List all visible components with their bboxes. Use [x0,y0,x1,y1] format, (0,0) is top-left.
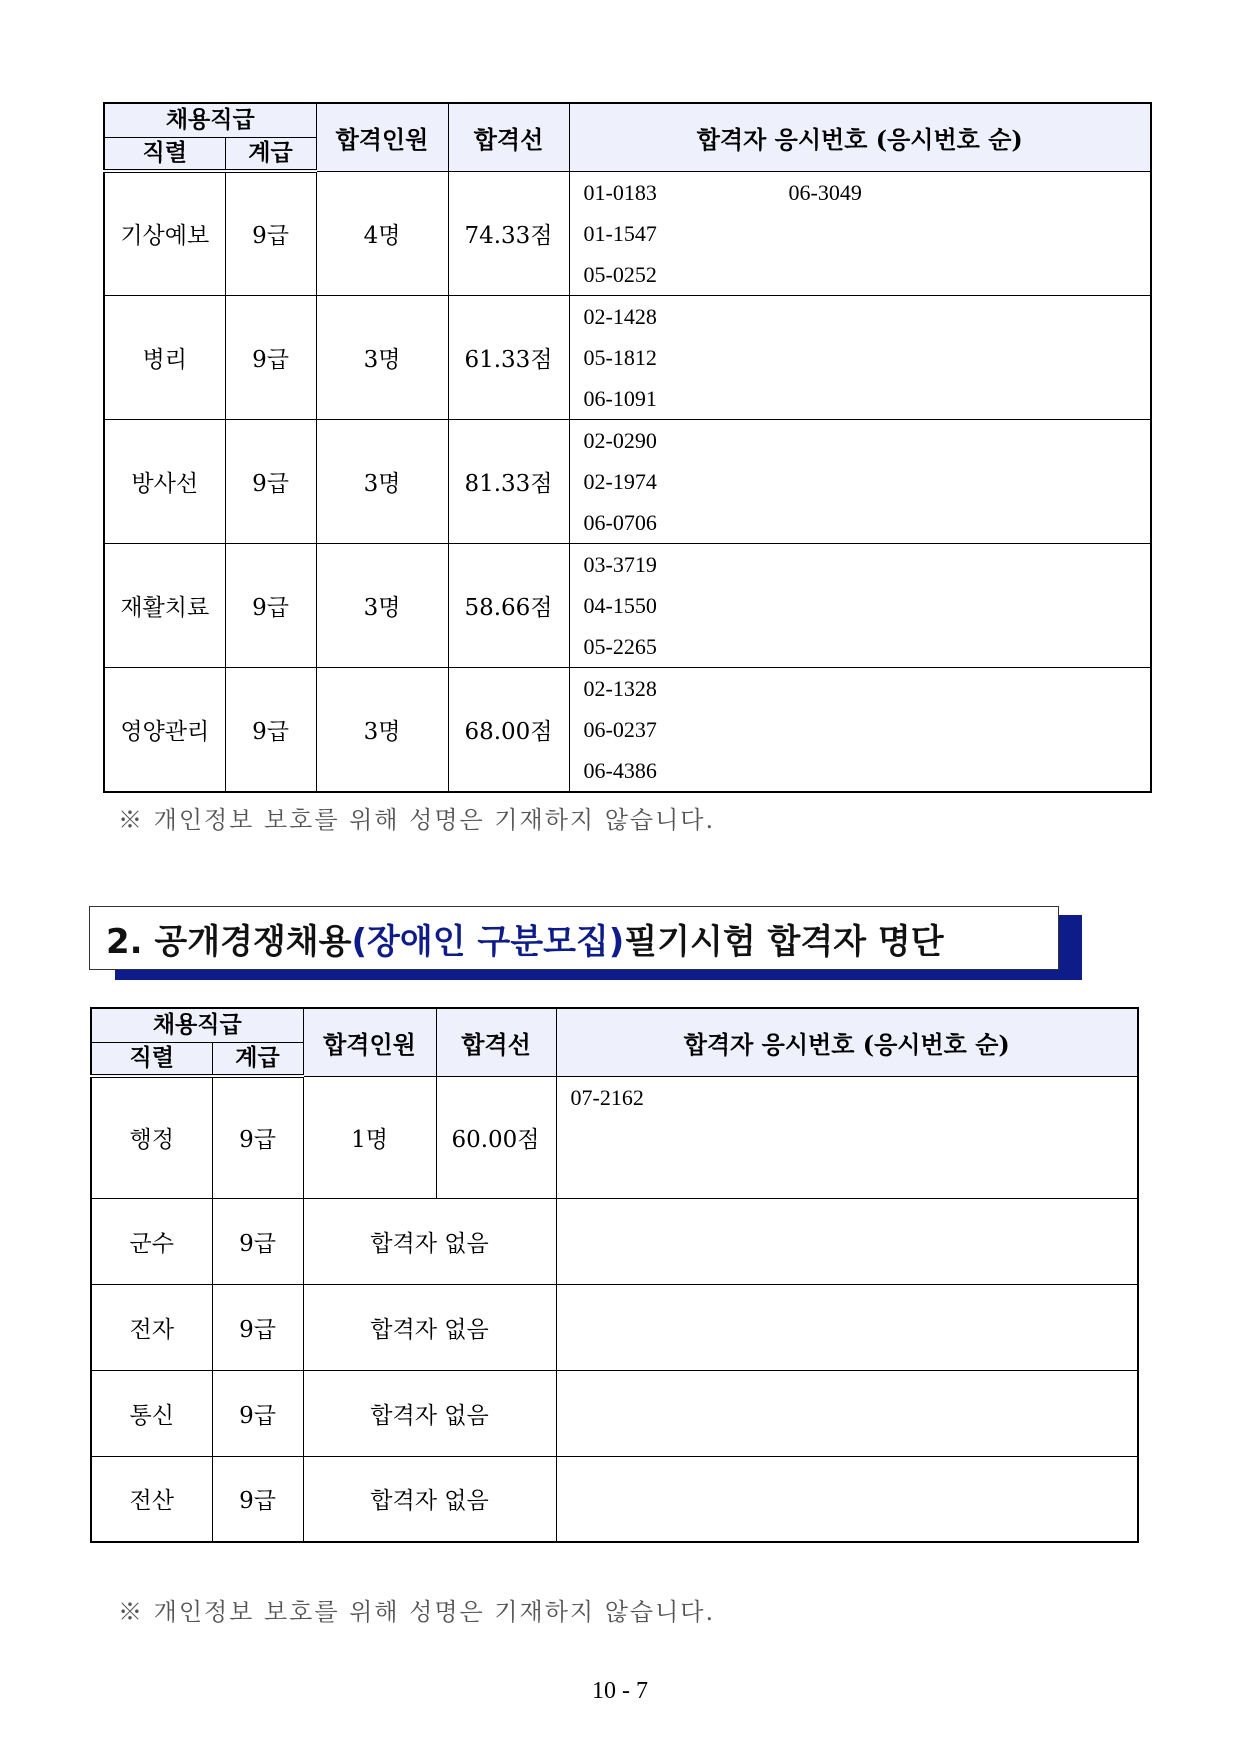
cutoff-cell: 58.66점 [448,543,569,667]
exam-number: 01-1547 [583,220,657,246]
exam-number: 05-1812 [583,344,657,370]
numbers-cell [556,1076,1138,1198]
grade-cell: 9급 [212,1198,303,1284]
status-cell: 합격자 없음 [303,1456,556,1542]
numbers-cell [569,419,1151,543]
count-cell: 3명 [316,419,448,543]
job-cell: 통신 [91,1370,212,1456]
job-cell: 전자 [91,1284,212,1370]
header-group: 채용직급 [91,1008,303,1042]
exam-number [789,254,994,295]
grade-cell: 9급 [212,1456,303,1542]
exam-number: 03-3719 [583,551,657,577]
grade-cell: 9급 [212,1284,303,1370]
table-row [91,1284,1138,1370]
results-table-1 [103,102,1152,793]
exam-number [789,296,994,337]
grade-cell: 9급 [225,295,316,419]
exam-number [789,420,994,461]
exam-number: 05-0252 [583,261,657,287]
grade-cell: 9급 [225,171,316,295]
cutoff-cell: 60.00점 [436,1076,556,1198]
header-numbers: 합격자 응시번호 (응시번호 순) [556,1008,1138,1076]
exam-number: 02-1328 [583,675,657,701]
cutoff-cell: 61.33점 [448,295,569,419]
header-group: 채용직급 [104,103,316,137]
header-job: 직렬 [104,137,225,171]
exam-number [789,213,994,254]
table-row [91,1456,1138,1542]
exam-number [789,709,994,750]
header-numbers: 합격자 응시번호 (응시번호 순) [569,103,1151,171]
count-cell: 4명 [316,171,448,295]
numbers-cell [569,543,1151,667]
header-grade: 계급 [225,137,316,171]
exam-number: 05-2265 [583,633,657,659]
grade-cell: 9급 [212,1076,303,1198]
numbers-cell [569,295,1151,419]
exam-number [789,626,994,667]
privacy-note: ※ 개인정보 보호를 위해 성명은 기재하지 않습니다. [118,1598,716,1626]
job-cell: 행정 [91,1076,212,1198]
grade-cell: 9급 [212,1370,303,1456]
header-grade: 계급 [212,1042,303,1076]
table-row [91,1076,1138,1198]
job-cell: 병리 [104,295,225,419]
status-cell: 합격자 없음 [303,1284,556,1370]
exam-number [789,750,994,791]
exam-number: 06-1091 [583,385,657,411]
grade-cell: 9급 [225,543,316,667]
table-row [104,419,1151,543]
job-cell: 재활치료 [104,543,225,667]
table-row [91,1198,1138,1284]
exam-number [789,544,994,585]
title-highlight: (장애인 구분모집) [351,921,625,962]
numbers-cell [556,1284,1138,1370]
exam-number [789,668,994,709]
status-cell: 합격자 없음 [303,1370,556,1456]
exam-number [789,378,994,419]
exam-number [789,461,994,502]
exam-number: 02-0290 [583,427,657,453]
section-title [89,906,1082,980]
header-cutoff: 합격선 [436,1008,556,1076]
table-row [104,543,1151,667]
grade-cell: 9급 [225,667,316,792]
header-count: 합격인원 [316,103,448,171]
job-cell: 전산 [91,1456,212,1542]
numbers-cell [556,1198,1138,1284]
exam-number [789,502,994,543]
exam-number: 02-1428 [583,303,657,329]
privacy-note: ※ 개인정보 보호를 위해 성명은 기재하지 않습니다. [118,806,716,834]
count-cell: 3명 [316,543,448,667]
header-job: 직렬 [91,1042,212,1076]
table-row [104,667,1151,792]
table-row [104,171,1151,295]
numbers-cell [556,1370,1138,1456]
page-number: 10 - 7 [592,1678,648,1704]
numbers-cell [569,667,1151,792]
numbers-cell [569,171,1151,295]
exam-number [789,585,994,626]
grade-cell: 9급 [225,419,316,543]
header-count: 합격인원 [303,1008,436,1076]
table-row [104,295,1151,419]
exam-number: 01-0183 [583,179,657,205]
exam-number: 06-0706 [583,509,657,535]
job-cell: 기상예보 [104,171,225,295]
job-cell: 군수 [91,1198,212,1284]
exam-number: 02-1974 [583,468,657,494]
cutoff-cell: 68.00점 [448,667,569,792]
exam-number: 06-3049 [788,179,862,205]
job-cell: 영양관리 [104,667,225,792]
cutoff-cell: 74.33점 [448,171,569,295]
count-cell: 1명 [303,1076,436,1198]
exam-number: 06-4386 [583,757,657,783]
job-cell: 방사선 [104,419,225,543]
exam-number [789,337,994,378]
header-cutoff: 합격선 [448,103,569,171]
exam-number: 06-0237 [583,716,657,742]
count-cell: 3명 [316,295,448,419]
title-box [89,906,1059,970]
cutoff-cell: 81.33점 [448,419,569,543]
results-table-2 [90,1007,1139,1543]
count-cell: 3명 [316,667,448,792]
exam-number: 04-1550 [583,592,657,618]
table-row [91,1370,1138,1456]
numbers-cell [556,1456,1138,1542]
title-prefix: 2. 공개경쟁채용 [106,921,352,962]
title-suffix: 필기시험 합격자 명단 [624,921,944,962]
exam-number: 07-2162 [570,1084,644,1110]
status-cell: 합격자 없음 [303,1198,556,1284]
